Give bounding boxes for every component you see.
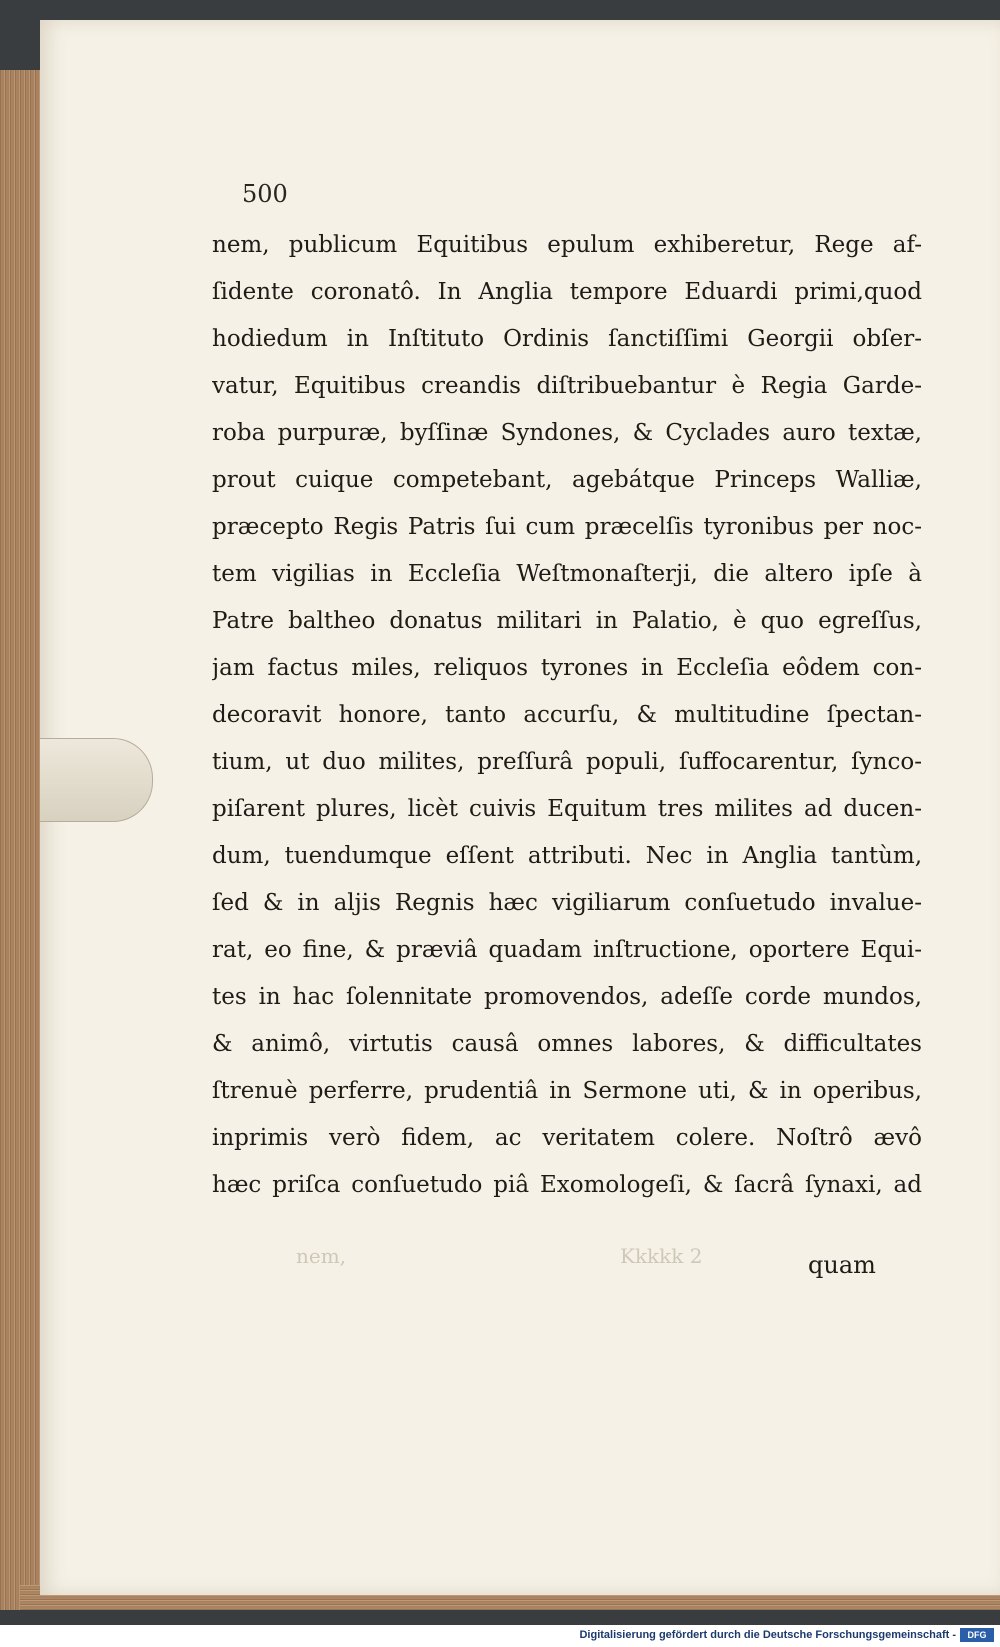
page-number: 500 (242, 180, 288, 208)
body-text (212, 222, 922, 1209)
text-line: inprimis verò fidem, ac veritatem colere. Noſtrô ævô (212, 1125, 922, 1151)
text-line: Patre baltheo donatus militari in Palatio, è quo egreſſus, (212, 608, 922, 634)
text-line: dum, tuendumque eſſent attributi. Nec in Anglia tantùm, (212, 843, 922, 869)
catchword: quam (808, 1251, 876, 1279)
text-line: & animô, virtutis causâ omnes labores, & difficultates (212, 1031, 922, 1057)
text-line: piſarent plures, licèt cuivis Equitum tres milites ad ducen- (212, 796, 922, 822)
text-line: rat, eo fine, & præviâ quadam inſtructione, oportere Equi- (212, 937, 922, 963)
text-line: vatur, Equitibus creandis diſtribuebantur è Regia Garde- (212, 373, 922, 399)
text-line: hæc priſca conſuetudo piâ Exomologeſi, & ſacrâ ſynaxi, ad (212, 1172, 922, 1198)
dfg-logo: DFG (960, 1628, 994, 1642)
text-line: ſed & in aljis Regnis hæc vigiliarum conſuetudo invalue- (212, 890, 922, 916)
text-line: præcepto Regis Patris ſui cum præcelſis tyronibus per noc- (212, 514, 922, 540)
text-line: jam factus miles, reliquos tyrones in Eccleſia eôdem con- (212, 655, 922, 681)
text-line: decoravit honore, tanto accurſu, & multitudine ſpectan- (212, 702, 922, 728)
text-line: nem, publicum Equitibus epulum exhiberetur, Rege af- (212, 232, 922, 258)
footer-credit: Digitalisierung gefördert durch die Deutsche Forschungsgemeinschaft - (579, 1629, 956, 1641)
text-line: prout cuique competebant, agebátque Princeps Walliæ, (212, 467, 922, 493)
text-line: roba purpuræ, byſſinæ Syndones, & Cyclades auro textæ, (212, 420, 922, 446)
text-line: tium, ut duo milites, preſſurâ populi, ſuffocarentur, ſynco- (212, 749, 922, 775)
text-line: tem vigilias in Eccleſia Weſtmonaſterji, die altero ipſe à (212, 561, 922, 587)
text-line: ſidente coronatô. In Anglia tempore Eduardi primi,quod (212, 279, 922, 305)
text-line: tes in hac ſolennitate promovendos, adeſſe corde mundos, (212, 984, 922, 1010)
bleed-through-signature: Kkkkk 2 (620, 1244, 703, 1268)
bookmark-strip (40, 738, 153, 822)
text-line: ſtrenuè perferre, prudentiâ in Sermone uti, & in operibus, (212, 1078, 922, 1104)
bleed-through-word: nem, (296, 1244, 347, 1268)
text-line: hodiedum in Inſtituto Ordinis ſanctiſſimi Georgii obſer- (212, 326, 922, 352)
